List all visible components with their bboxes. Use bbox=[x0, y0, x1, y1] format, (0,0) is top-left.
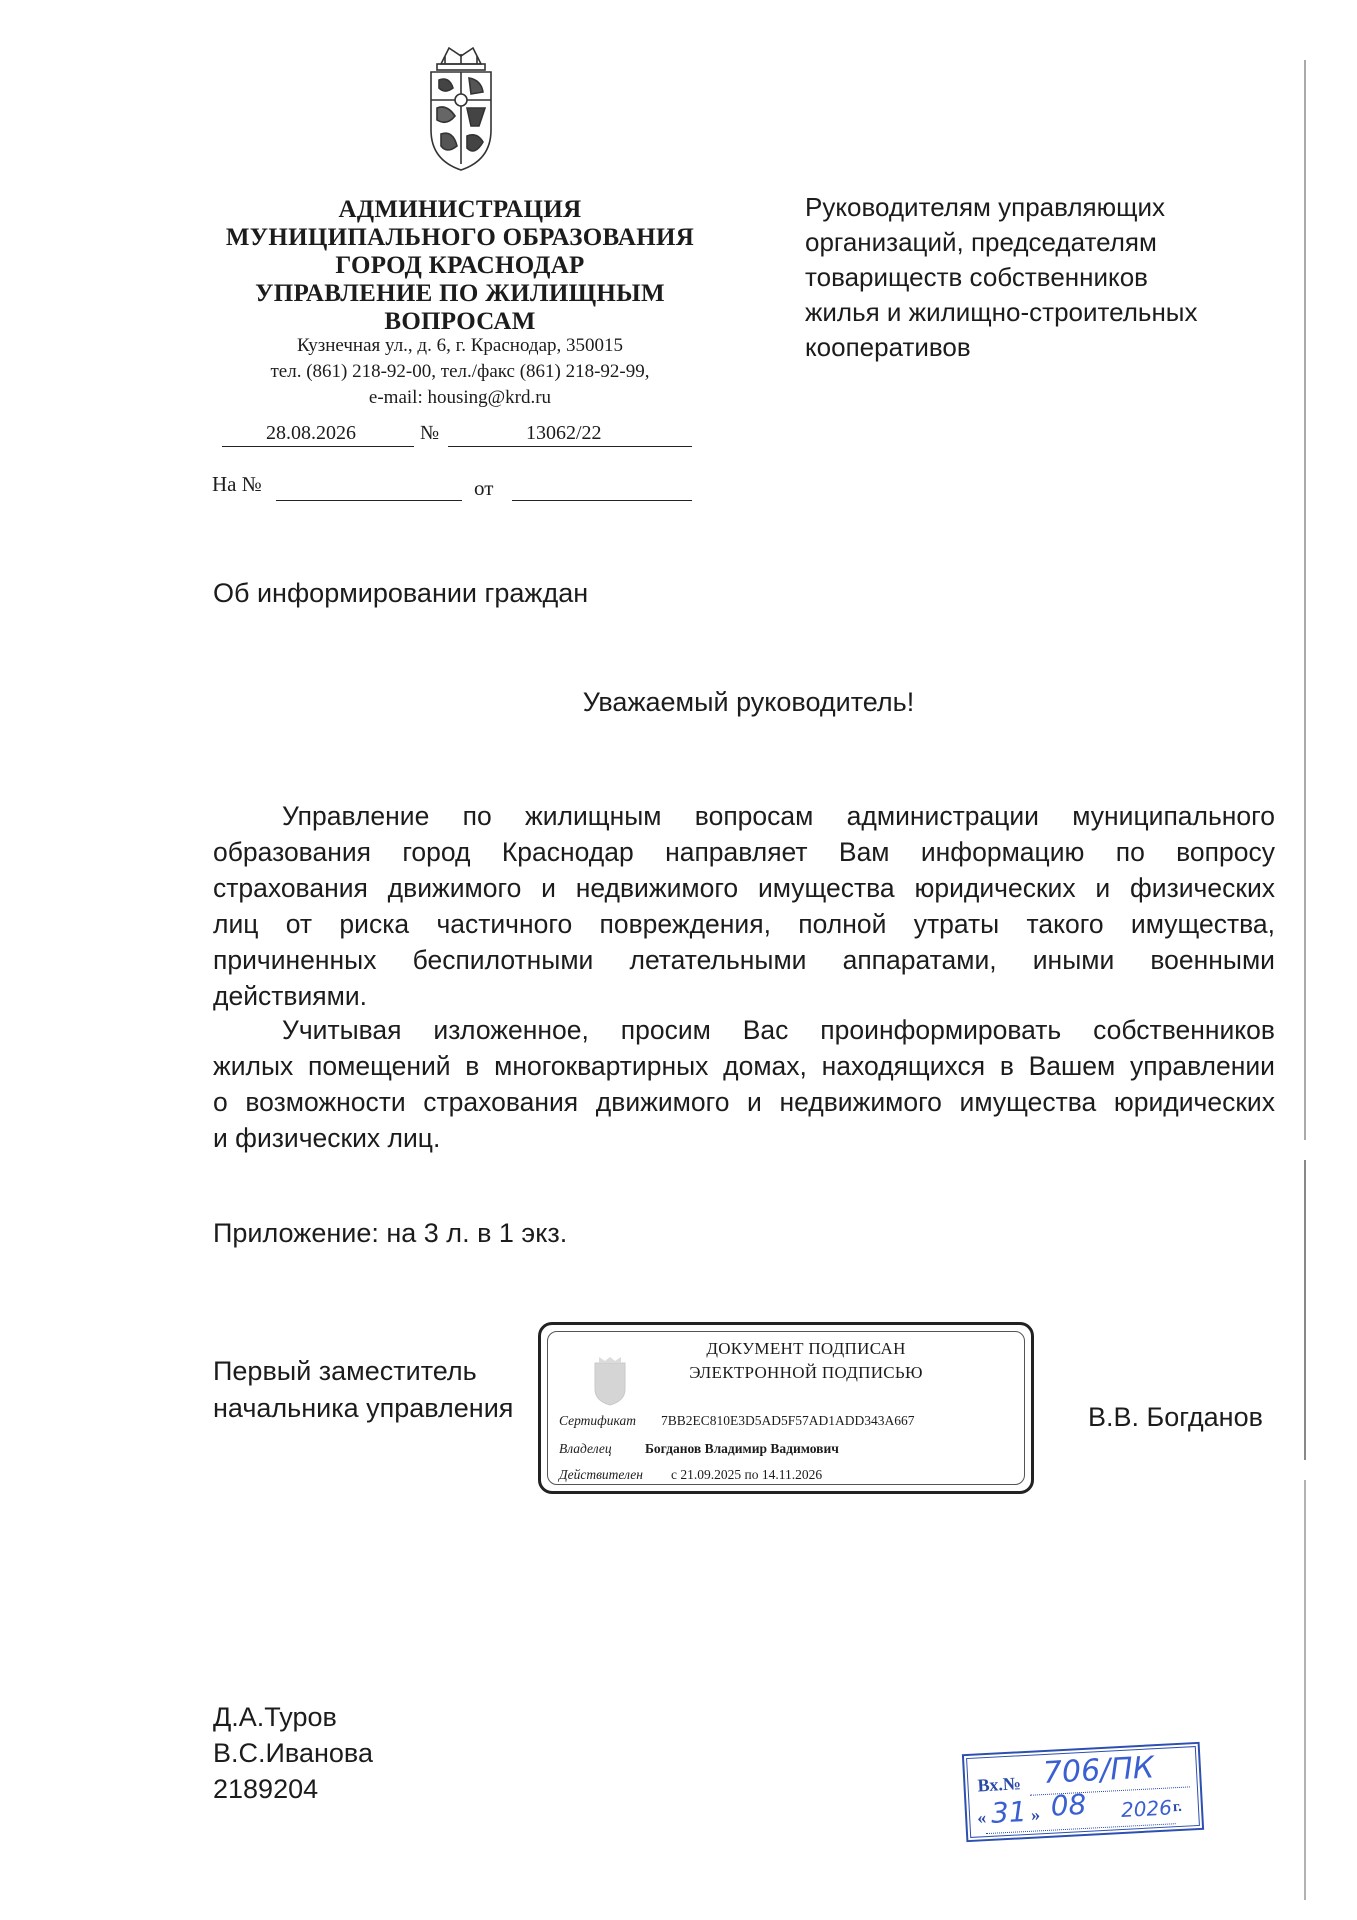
document-number: 13062/22 bbox=[526, 422, 602, 444]
document-date: 28.08.2026 bbox=[266, 422, 356, 444]
paragraph-line: страхования движимого и недвижимого имущества юридических и физических bbox=[213, 873, 1275, 903]
contact-email: e-mail: housing@krd.ru bbox=[368, 387, 552, 408]
stamp-owner-label: Владелец bbox=[559, 1441, 612, 1456]
incoming-day: 31 bbox=[990, 1795, 1028, 1830]
executor-phone: 2189204 bbox=[213, 1774, 319, 1804]
paragraph-line: Управление по жилищным вопросам администрации муниципального bbox=[282, 801, 1275, 831]
org-line: МУНИЦИПАЛЬНОГО ОБРАЗОВАНИЯ bbox=[225, 224, 695, 251]
stamp-title-line1: ДОКУМЕНТ ПОДПИСАН bbox=[706, 1339, 906, 1358]
letter-greeting: Уважаемый руководитель! bbox=[582, 687, 915, 717]
stamp-valid-label: Действителен bbox=[559, 1467, 643, 1482]
addressee-line: кооперативов bbox=[805, 332, 971, 362]
letter-subject: Об информировании граждан bbox=[213, 578, 589, 608]
stamp-cert-label: Сертификат bbox=[559, 1413, 636, 1428]
paragraph-line: причиненных беспилотными летательными аппаратами, иными военными bbox=[213, 945, 1275, 975]
contact-phones: тел. (861) 218-92-00, тел./факс (861) 218-92-99, bbox=[270, 361, 650, 382]
executor-name: В.С.Иванова bbox=[213, 1738, 373, 1768]
contact-address: Кузнечная ул., д. 6, г. Краснодар, 350015 bbox=[297, 335, 623, 356]
paragraph-line: жилых помещений в многоквартирных домах, находящихся в Вашем управлении bbox=[213, 1051, 1275, 1081]
org-line: ГОРОД КРАСНОДАР bbox=[335, 252, 585, 279]
stamp-title-line2: ЭЛЕКТРОННОЙ ПОДПИСЬЮ bbox=[689, 1363, 923, 1382]
stamp-cert-value: 7BB2EC810E3D5AD5F57AD1ADD343A667 bbox=[661, 1413, 915, 1428]
addressee-line: жилья и жилищно-строительных bbox=[805, 297, 1198, 327]
ref-number-label: На № bbox=[212, 472, 262, 496]
number-label: № bbox=[420, 422, 440, 444]
org-line: УПРАВЛЕНИЕ ПО ЖИЛИЩНЫМ bbox=[255, 280, 665, 307]
coat-of-arms-emblem bbox=[419, 42, 503, 174]
stamp-emblem-icon bbox=[591, 1355, 629, 1407]
paragraph-line: действиями. bbox=[213, 981, 368, 1011]
incoming-year-suffix: г. bbox=[1172, 1798, 1183, 1816]
paragraph-line: образования город Краснодар направляет Вам информацию по вопросу bbox=[213, 837, 1275, 867]
incoming-number: 706/ПК bbox=[1042, 1750, 1155, 1792]
ref-from-label: от bbox=[474, 476, 494, 500]
paragraph-line: о возможности страхования движимого и недвижимого имущества юридических bbox=[213, 1087, 1275, 1117]
stamp-valid-value: с 21.09.2025 по 14.11.2026 bbox=[671, 1467, 823, 1482]
signer-position-line2: начальника управления bbox=[213, 1393, 514, 1423]
addressee-line: Руководителям управляющих bbox=[805, 192, 1166, 222]
addressee-line: организаций, председателям bbox=[805, 227, 1157, 257]
incoming-label: Вх.№ bbox=[976, 1773, 1022, 1796]
signer-name: В.В. Богданов bbox=[1088, 1402, 1263, 1432]
signer-position-line1: Первый заместитель bbox=[213, 1356, 477, 1386]
reference-line bbox=[212, 472, 692, 502]
incoming-quote-close: » bbox=[1030, 1804, 1041, 1825]
incoming-month: 08 bbox=[1049, 1787, 1088, 1823]
paragraph-line: Учитывая изложенное, просим Вас проинформировать собственников bbox=[282, 1015, 1275, 1045]
incoming-registration-stamp bbox=[962, 1742, 1204, 1842]
paragraph-line: лиц от риска частичного повреждения, полной утраты такого имущества, bbox=[213, 909, 1275, 939]
org-line: АДМИНИСТРАЦИЯ bbox=[338, 196, 582, 223]
electronic-signature-stamp bbox=[538, 1322, 1034, 1494]
incoming-year: 2026 bbox=[1120, 1795, 1173, 1823]
stamp-owner-value: Богданов Владимир Вадимович bbox=[645, 1441, 839, 1456]
incoming-quote-open: « bbox=[976, 1807, 987, 1828]
org-line: ВОПРОСАМ bbox=[384, 308, 536, 335]
attachment-note: Приложение: на 3 л. в 1 экз. bbox=[213, 1218, 568, 1248]
registration-line bbox=[222, 422, 692, 452]
executor-name: Д.А.Туров bbox=[213, 1702, 337, 1732]
paragraph-line: и физических лиц. bbox=[213, 1123, 441, 1153]
addressee-line: товариществ собственников bbox=[805, 262, 1148, 292]
